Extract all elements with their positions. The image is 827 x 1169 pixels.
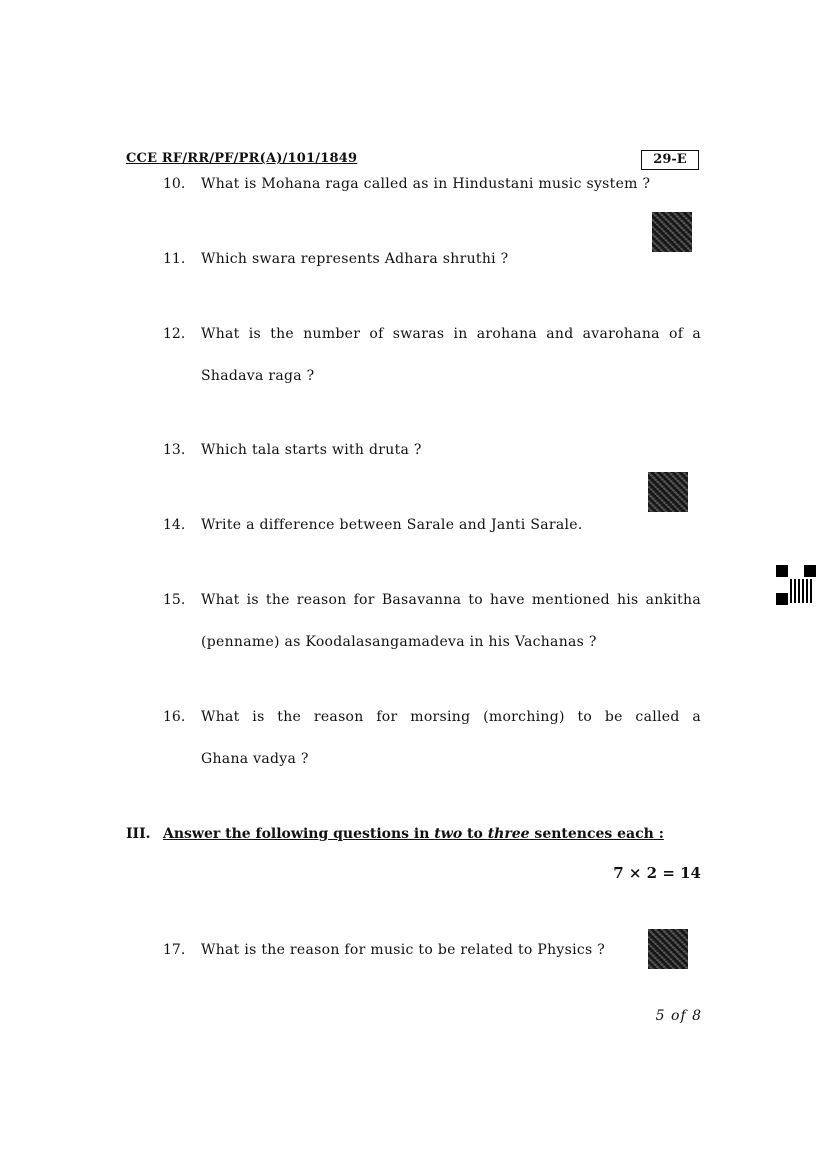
section-title-mid: to (462, 826, 488, 842)
question-text-cont: (penname) as Koodalasangamadeva in his Vachanas ? (201, 634, 597, 650)
question-text: What is Mohana raga called as in Hindustani music system ? (201, 176, 651, 192)
section-title-em2: three (487, 826, 530, 842)
qr-code-icon (648, 472, 688, 512)
question-number: 10. (163, 176, 186, 192)
question-text: What is the reason for morsing (morching) to be called a (201, 709, 701, 725)
question-number: 11. (163, 251, 186, 267)
question-text: Which swara represents Adhara shruthi ? (201, 251, 509, 267)
question-text-cont: Shadava raga ? (201, 368, 315, 384)
subject-code-box: 29-E (641, 150, 699, 170)
side-qr-code-icon (776, 565, 816, 605)
question-number: 16. (163, 709, 186, 725)
paper-code: CCE RF/RR/PF/PR(A)/101/1849 (126, 151, 358, 166)
question-number: 13. (163, 442, 186, 458)
page-number: 5 of 8 (655, 1008, 702, 1024)
question-number: 14. (163, 517, 186, 533)
section-marks: 7 × 2 = 14 (613, 864, 701, 882)
qr-code-icon (652, 212, 692, 252)
question-text: What is the reason for music to be related to Physics ? (201, 942, 606, 958)
question-text: What is the reason for Basavanna to have mentioned his ankitha (201, 592, 701, 608)
question-number: 17. (163, 942, 186, 958)
section-title-em1: two (434, 826, 463, 842)
section-title-post: sentences each : (529, 826, 664, 842)
qr-code-icon (648, 929, 688, 969)
question-text: Write a difference between Sarale and Janti Sarale. (201, 517, 583, 533)
question-text: What is the number of swaras in arohana and avarohana of a (201, 326, 701, 342)
question-text-cont: Ghana vadya ? (201, 751, 309, 767)
section-title-pre: Answer the following questions in (163, 826, 435, 842)
section-number: III. (126, 826, 151, 842)
question-number: 12. (163, 326, 186, 342)
question-text: Which tala starts with druta ? (201, 442, 422, 458)
question-number: 15. (163, 592, 186, 608)
section-title (163, 826, 664, 842)
